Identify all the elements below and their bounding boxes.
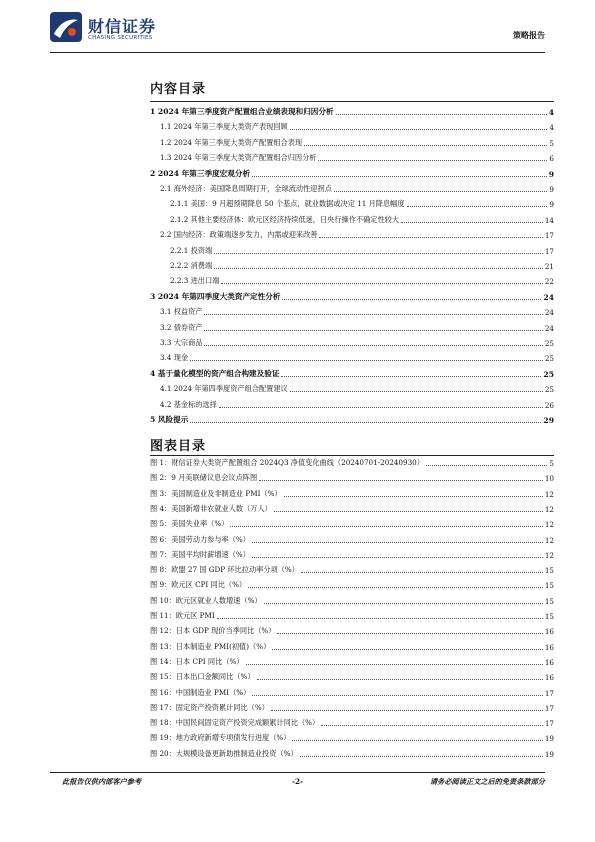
toc-entry[interactable] [150, 119, 554, 132]
toc-entry-label: 1.1 2024 年第三季度大类资产表现回顾 [160, 122, 288, 132]
figure-entry[interactable] [150, 577, 554, 590]
leader-dots [401, 221, 543, 223]
toc-entry-page: 24 [544, 323, 554, 333]
leader-dots [252, 541, 543, 543]
toc-entry-label: 1.3 2024 年第三季度大类资产配置组合归因分析 [160, 153, 317, 163]
toc-entry-label: 1.2 2024 年第三季度大类资产配置组合表现 [160, 137, 303, 147]
figure-entry[interactable] [150, 486, 554, 499]
figure-entry[interactable] [150, 654, 554, 667]
logo-name: 财信证券 [88, 17, 157, 36]
figure-entry-label: 图 2：9 月美联储议息会议点阵图 [150, 473, 258, 483]
figure-entry-label: 图 20：大规模设备更新助推制造业投资（%） [150, 748, 298, 758]
leader-dots [284, 495, 543, 497]
figure-entry-page: 12 [544, 489, 554, 499]
figure-entry[interactable] [150, 608, 554, 621]
leader-dots [230, 525, 542, 527]
leader-dots [290, 390, 543, 392]
toc-entry[interactable] [150, 227, 554, 240]
leader-dots [246, 663, 543, 665]
figure-entry[interactable] [150, 715, 554, 728]
figure-entry-label: 图 13：日本制造业 PMI(初值)（%） [150, 641, 271, 651]
toc-entry-label: 3.2 债券资产 [160, 322, 203, 332]
leader-dots [214, 252, 543, 254]
figure-entry[interactable] [150, 455, 554, 468]
toc-entry-page: 25 [544, 385, 554, 395]
footer-disclaimer: 此报告仅供内部客户参考 [62, 777, 142, 786]
figure-entry[interactable] [150, 639, 554, 652]
figure-entry-label: 图 19：地方政府新增专项债发行进度（%） [150, 733, 291, 743]
toc-entry-label: 3 2024 年第四季度大类资产定性分析 [150, 291, 281, 301]
toc-entry-label: 2.1.2 其他主要经济体：欧元区经济持续低迷，日央行操作不确定性较大 [170, 214, 400, 224]
figure-entry-label: 图 5：美国失业率（%） [150, 519, 229, 529]
leader-dots [252, 175, 547, 177]
toc-entry-label: 2 2024 年第三季度宏观分析 [150, 168, 251, 178]
toc-entry[interactable] [150, 104, 554, 117]
figure-entry[interactable] [150, 669, 554, 682]
toc-entry[interactable] [150, 412, 554, 425]
leader-dots [282, 298, 541, 300]
toc-entry-page: 25 [544, 339, 554, 348]
toc-entry[interactable] [150, 166, 554, 179]
figure-entry-label: 图 12：日本 GDP 现价当季同比（%） [150, 626, 276, 636]
figure-entry-label: 图 17：固定资产投资累计同比（%） [150, 702, 269, 712]
figure-entry-page: 12 [544, 535, 554, 545]
toc-entry-page: 4 [549, 123, 554, 133]
toc-entry-label: 2.2.2 消费端 [170, 261, 213, 270]
figure-entry-label: 图 6：美国劳动力参与率（%） [150, 534, 250, 544]
leader-dots [264, 602, 543, 604]
toc-entry[interactable] [150, 273, 554, 286]
leader-dots [190, 359, 543, 361]
leader-dots [259, 479, 543, 481]
figure-entry-label: 图 4：美国新增非农就业人数（万人） [150, 503, 272, 513]
toc-entry-page: 26 [544, 400, 554, 410]
figure-entry-page: 17 [544, 688, 554, 698]
figure-entry-page: 15 [544, 566, 554, 576]
figure-entry-page: 10 [544, 474, 554, 484]
toc-entry[interactable] [150, 258, 554, 271]
footer-divider [50, 772, 545, 773]
figure-entry-page: 17 [544, 719, 554, 729]
toc-entry-page: 29 [543, 416, 554, 425]
figure-entry-page: 16 [544, 673, 554, 683]
logo-mark-icon [50, 12, 82, 42]
figure-entry-page: 12 [544, 550, 554, 560]
leader-dots [252, 556, 543, 558]
figure-entry-page: 5 [549, 459, 554, 468]
figure-entry-page: 19 [544, 749, 554, 759]
leader-dots [321, 724, 543, 726]
toc-entry[interactable] [150, 381, 554, 394]
leader-dots [252, 694, 543, 696]
leader-dots [221, 282, 543, 284]
report-type: 策略报告 [513, 30, 545, 40]
figure-entry-label: 图 8：欧盟 27 国 GDP 环比拉动率分项（%） [150, 565, 299, 575]
figure-entry-page: 15 [544, 612, 554, 621]
figure-entry[interactable] [150, 746, 554, 759]
toc-entry-label: 4.2 基金标的选择 [160, 399, 217, 409]
figure-entry[interactable] [150, 623, 554, 636]
leader-dots [272, 648, 543, 650]
toc-title: 内容目录 [150, 82, 207, 97]
figure-entry-page: 15 [544, 596, 554, 606]
page-number: -2- [292, 777, 303, 786]
toc-entry[interactable] [150, 350, 554, 363]
leader-dots [281, 375, 541, 377]
figure-entry-label: 图 1：财信证券大类资产配置组合 2024Q3 净值变化曲线（20240701-20240930） [150, 458, 424, 467]
leader-dots [304, 144, 547, 146]
figure-entry[interactable] [150, 593, 554, 606]
leader-dots [407, 205, 548, 207]
figure-entry-page: 16 [544, 657, 554, 667]
toc-entry[interactable] [150, 196, 554, 209]
toc-entry[interactable] [150, 243, 554, 256]
toc-entry-page: 14 [544, 215, 554, 225]
leader-dots [271, 709, 543, 711]
figures-title: 图表目录 [150, 439, 207, 454]
toc-title-rule [150, 101, 554, 102]
toc-entry-label: 3.4 现金 [160, 353, 189, 363]
toc-entry[interactable] [150, 397, 554, 410]
toc-entry-page: 25 [543, 369, 554, 379]
leader-dots [426, 464, 548, 466]
toc-entry-page: 9 [549, 200, 554, 210]
figure-entry-page: 19 [544, 734, 554, 744]
leader-dots [190, 421, 541, 423]
leader-dots [292, 739, 542, 741]
toc-entry[interactable] [150, 135, 554, 148]
figure-entry[interactable] [150, 700, 554, 713]
figure-entry[interactable] [150, 547, 554, 560]
toc-entry-label: 5 风险提示 [150, 415, 189, 424]
toc-entry-label: 3.3 大宗商品 [160, 338, 203, 347]
leader-dots [334, 190, 548, 192]
figure-entry-label: 图 14：日本 CPI 同比（%） [150, 656, 244, 666]
leader-dots [277, 632, 542, 634]
toc-entry-page: 21 [544, 262, 554, 271]
leader-dots [204, 313, 542, 315]
figure-entry-page: 15 [544, 581, 554, 591]
figure-entry[interactable] [150, 730, 554, 743]
toc-entry[interactable] [150, 366, 554, 379]
toc-entry-label: 3.1 权益资产 [160, 307, 203, 317]
figure-entry[interactable] [150, 685, 554, 698]
toc-entry-label: 2.2 国内经济：政策端逐步发力，内需或迎来改善 [160, 230, 318, 240]
figure-entry[interactable] [150, 516, 554, 529]
figure-entry-label: 图 10：欧元区就业人数增速（%） [150, 595, 262, 605]
figure-entry[interactable] [150, 532, 554, 545]
toc-entry-label: 1 2024 年第三季度资产配置组合业绩表现和归因分析 [150, 107, 334, 116]
leader-dots [204, 344, 542, 346]
toc-entry[interactable] [150, 181, 554, 194]
figure-entry-page: 12 [544, 504, 554, 514]
toc-entry-page: 17 [544, 231, 554, 241]
figure-entry-page: 16 [544, 642, 554, 652]
figure-entry-label: 图 9：欧元区 CPI 同比（%） [150, 580, 247, 590]
toc-entry-label: 4.1 2024 年第四季度资产组合配置建议 [160, 384, 288, 394]
footer-notice: 请务必阅读正文之后的免责条款部分 [429, 777, 545, 786]
figure-entry-label: 图 7：美国平均时薪增速（%） [150, 549, 250, 559]
toc-entry[interactable] [150, 212, 554, 225]
leader-dots [300, 755, 543, 757]
toc-entry-page: 4 [548, 108, 554, 117]
toc-entry-page: 22 [544, 277, 554, 287]
leader-dots [204, 329, 542, 331]
toc-entry-label: 2.1 海外经济：美国降息周期打开，全球流动性迎拐点 [160, 184, 332, 193]
figure-entry[interactable] [150, 470, 554, 483]
leader-dots [248, 586, 543, 588]
toc-entry-label: 2.2.1 投资端 [170, 245, 213, 255]
leader-dots [318, 159, 547, 161]
figure-entry[interactable] [150, 501, 554, 514]
company-logo [50, 10, 170, 44]
figure-entry-label: 图 16：中国制造业 PMI（%） [150, 687, 251, 697]
toc-entry[interactable] [150, 304, 554, 317]
toc-entry-page: 24 [543, 292, 554, 302]
leader-dots [319, 236, 542, 238]
figure-entry[interactable] [150, 562, 554, 575]
figure-entry-label: 图 3：美国制造业及非制造业 PMI（%） [150, 488, 282, 498]
toc-entry[interactable] [150, 320, 554, 333]
toc-entry-page: 6 [549, 154, 554, 164]
logo-english-name: CHASING SECURITIES [88, 35, 153, 41]
figure-entry-page: 12 [544, 520, 554, 530]
leader-dots [290, 128, 548, 130]
figure-entry-label: 图 18：中国民间固定资产投资完成额累计同比（%） [150, 718, 320, 728]
leader-dots [217, 617, 543, 619]
toc-entry-label: 2.1.1 美国：9 月超预期降息 50 个基点，就业数据或决定 11 月降息幅度 [170, 199, 405, 209]
header-divider [50, 52, 545, 53]
toc-entry[interactable] [150, 289, 554, 302]
leader-dots [274, 510, 543, 512]
toc-entry-page: 9 [549, 185, 554, 194]
toc-entry-label: 4 基于量化模型的资产组合构建及验证 [150, 368, 280, 378]
leader-dots [336, 113, 547, 115]
leader-dots [257, 678, 543, 680]
toc-entry-page: 5 [549, 138, 554, 148]
toc-entry[interactable] [150, 150, 554, 163]
toc-entry-page: 25 [544, 354, 554, 364]
figure-entry-page: 17 [544, 703, 554, 713]
toc-entry-page: 9 [548, 169, 554, 179]
toc-entry-label: 2.2.3 进出口端 [170, 276, 220, 286]
leader-dots [301, 571, 543, 573]
figure-entry-label: 图 15：日本出口金额同比（%） [150, 672, 255, 682]
leader-dots [219, 406, 543, 408]
figure-entry-label: 图 11：欧元区 PMI [150, 611, 215, 620]
toc-entry[interactable] [150, 335, 554, 348]
figure-entry-page: 16 [544, 627, 554, 637]
leader-dots [214, 267, 543, 269]
toc-entry-page: 24 [544, 308, 554, 318]
toc-entry-page: 17 [544, 246, 554, 256]
